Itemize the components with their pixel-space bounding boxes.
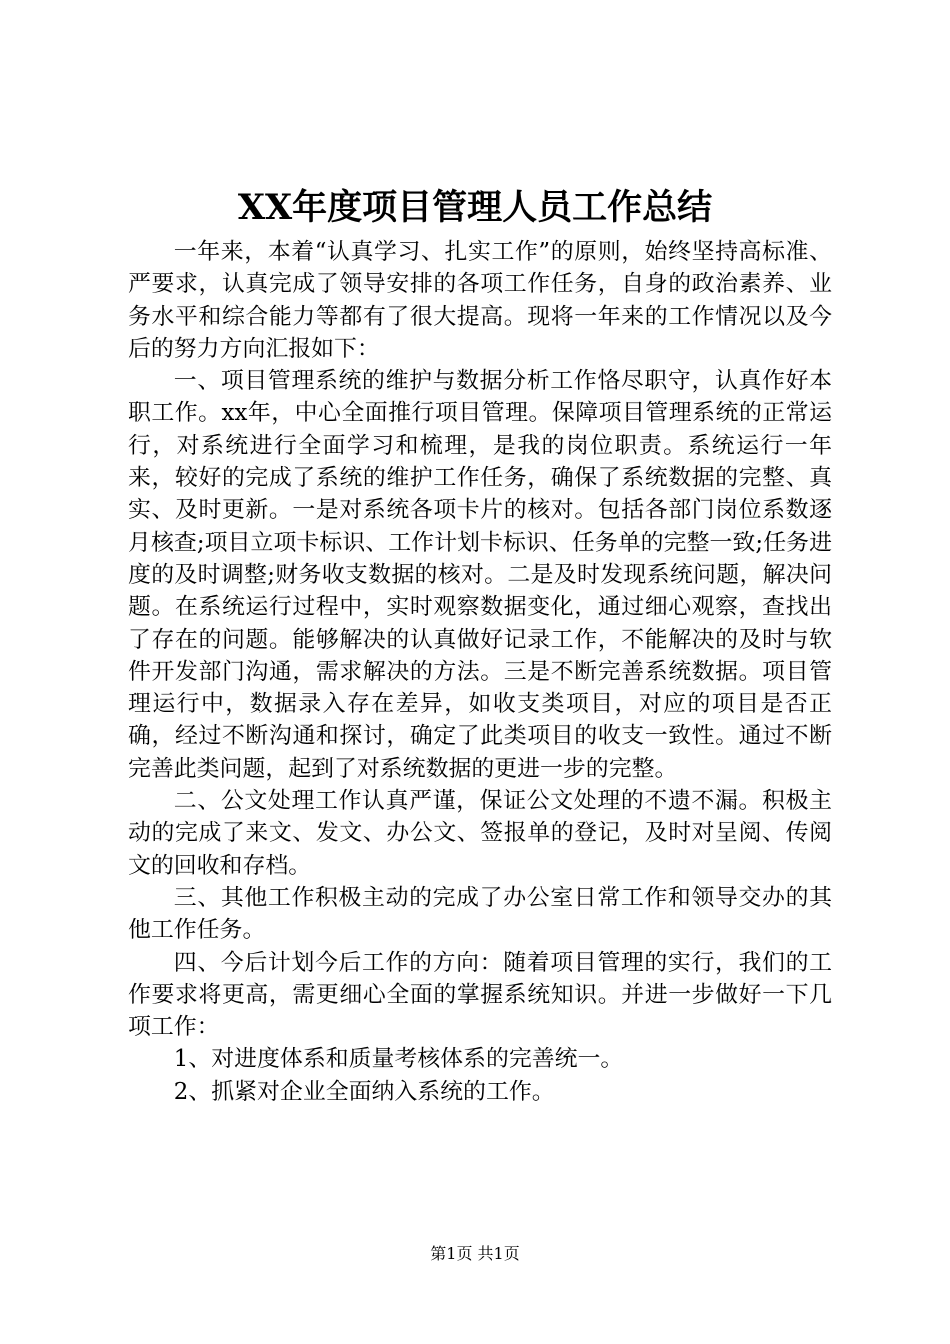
- document-title: XX年度项目管理人员工作总结: [237, 187, 713, 228]
- paragraph-section-3: 三、其他工作积极主动的完成了办公室日常工作和领导交办的其他工作任务。: [128, 884, 832, 944]
- paragraph-section-2: 二、公文处理工作认真严谨，保证公文处理的不遗不漏。积极主动的完成了来文、发文、办公文、签报单的登记，及时对呈阅、传阅文的回收和存档。: [128, 788, 832, 879]
- paragraph-section-4: 四、今后计划今后工作的方向：随着项目管理的实行，我们的工作要求将更高，需更细心全面的掌握系统知识。并进一步做好一下几项工作：: [128, 949, 832, 1041]
- list-item-2: 2、抓紧对企业全面纳入系统的工作。: [173, 1078, 555, 1105]
- document-body: [128, 236, 832, 1108]
- page-footer: 第1页 共1页: [430, 1244, 520, 1263]
- list-item-1: 1、对进度体系和质量考核体系的完善统一。: [173, 1046, 624, 1073]
- paragraph-section-1: 一、项目管理系统的维护与数据分析工作恪尽职守，认真作好本职工作。xx年，中心全面推行项目管理。保障项目管理系统的正常运行，对系统进行全面学习和梳理，是我的岗位职责。系统运行一年来，较好的完成了系统的维护工作任务，确保了系统数据的完整、真实、及时更新。一是对系统各项卡片的核对。包括各部门岗位系数逐月核查;项目立项卡标识、工作计划卡标识、任务单的完整一致;任务进度的及时调整;财务收支数据的核对。二是及时发现系统问题，解决问题。在系统运行过程中，实时观察数据变化，通过细心观察，查找出了存在的问题。能够解决的认真做好记录工作，不能解决的及时与软件开发部门沟通，需求解决的方法。三是不断完善系统数据。项目管理运行中，数据录入存在差异，如收支类项目，对应的项目是否正确，经过不断沟通和探讨，确定了此类项目的收支一致性。通过不断完善此类问题，起到了对系统数据的更进一步的完整。: [128, 368, 832, 782]
- paragraph-intro: 一年来，本着“认真学习、扎实工作”的原则，始终坚持高标准、严要求，认真完成了领导安排的各项工作任务，自身的政治素养、业务水平和综合能力等都有了很大提高。现将一年来的工作情况以及今后的努力方向汇报如下：: [128, 239, 832, 362]
